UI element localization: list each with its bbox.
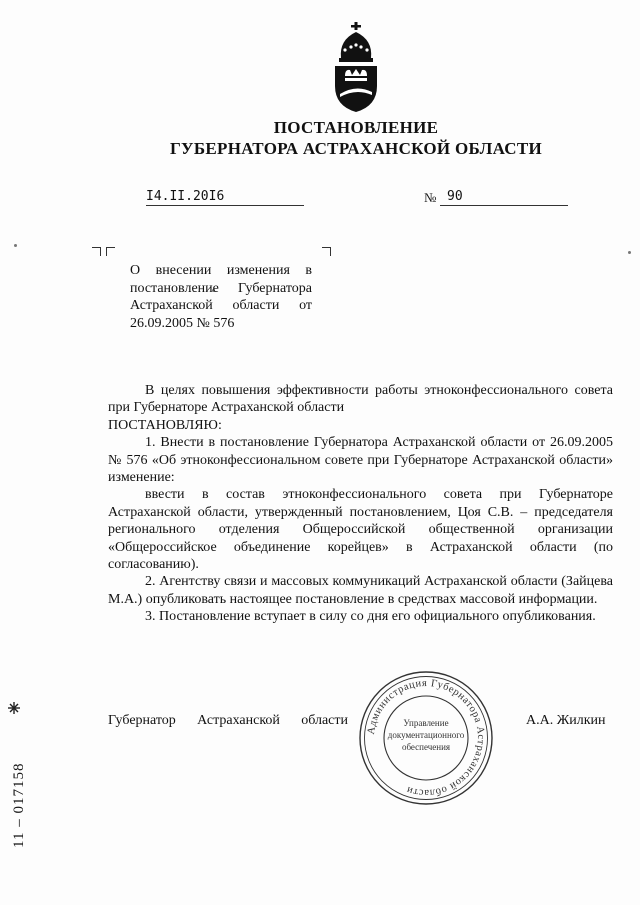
date-underline bbox=[146, 205, 304, 206]
stamp-outer-text: Администрация Губернатора Астраханской области bbox=[366, 677, 487, 799]
resolve-heading: ПОСТАНОВЛЯЮ: bbox=[108, 417, 222, 433]
number-underline bbox=[440, 205, 568, 206]
scan-speck bbox=[628, 251, 631, 254]
official-stamp bbox=[356, 668, 496, 808]
document-number: 90 bbox=[447, 189, 463, 204]
document-body bbox=[108, 382, 613, 626]
registration-number-text: 11 – 017158 bbox=[11, 762, 27, 848]
document-title: ПОСТАНОВЛЕНИЕ bbox=[273, 118, 439, 137]
preamble-paragraph: В целях повышения эффективности работы этноконфессионального совета при Губернаторе Астраханской области bbox=[108, 383, 613, 416]
item-2-paragraph: 2. Агентству связи и массовых коммуникаций Астраханской области (Зайцева М.А.) опубликовать настоящее постановление в средствах массовой информации. bbox=[108, 574, 613, 607]
item-3-paragraph: 3. Постановление вступает в силу со дня его официального опубликования. bbox=[145, 609, 596, 625]
item-1-paragraph: 1. Внести в постановление Губернатора Астраханской области от 26.09.2005 № 576 «Об этноконфессиональном совете при Губернаторе Астраханской области» изменение: bbox=[108, 435, 613, 486]
stamp-inner-line-2: документационного bbox=[387, 730, 465, 740]
subject-bracket-corner bbox=[106, 247, 115, 256]
coat-of-arms-emblem bbox=[331, 22, 381, 112]
document-date: I4.II.20I6 bbox=[146, 189, 225, 204]
signatory-title: Губернатор Астраханской области bbox=[108, 713, 348, 728]
stamp-inner-line-1: Управление bbox=[403, 718, 449, 728]
margin-registration-number bbox=[4, 700, 32, 850]
document-authority: ГУБЕРНАТОРА АСТРАХАНСКОЙ ОБЛАСТИ bbox=[169, 139, 543, 158]
item-1-text-paragraph: ввести в состав этноконфессионального совета при Губернаторе Астраханской области, утвержденный постановлением, Цоя С.В. – председателя регионального отделения Общероссийской общественной организации «Общероссийское объединение корейцев» в Астраханской области (по согласованию). bbox=[108, 487, 613, 573]
scan-speck bbox=[14, 244, 17, 247]
signatory-name: А.А. Жилкин bbox=[526, 713, 606, 728]
subject-bracket-corner bbox=[92, 247, 101, 256]
subject-bracket-corner bbox=[322, 247, 331, 256]
number-sign: № bbox=[424, 190, 437, 205]
document-subject: О внесении изменения в постановление Губернатора Астраханской области от 26.09.2005 № 576 bbox=[130, 263, 312, 331]
asterisk-icon bbox=[8, 702, 20, 714]
stamp-inner-line-3: обеспечения bbox=[401, 742, 451, 752]
